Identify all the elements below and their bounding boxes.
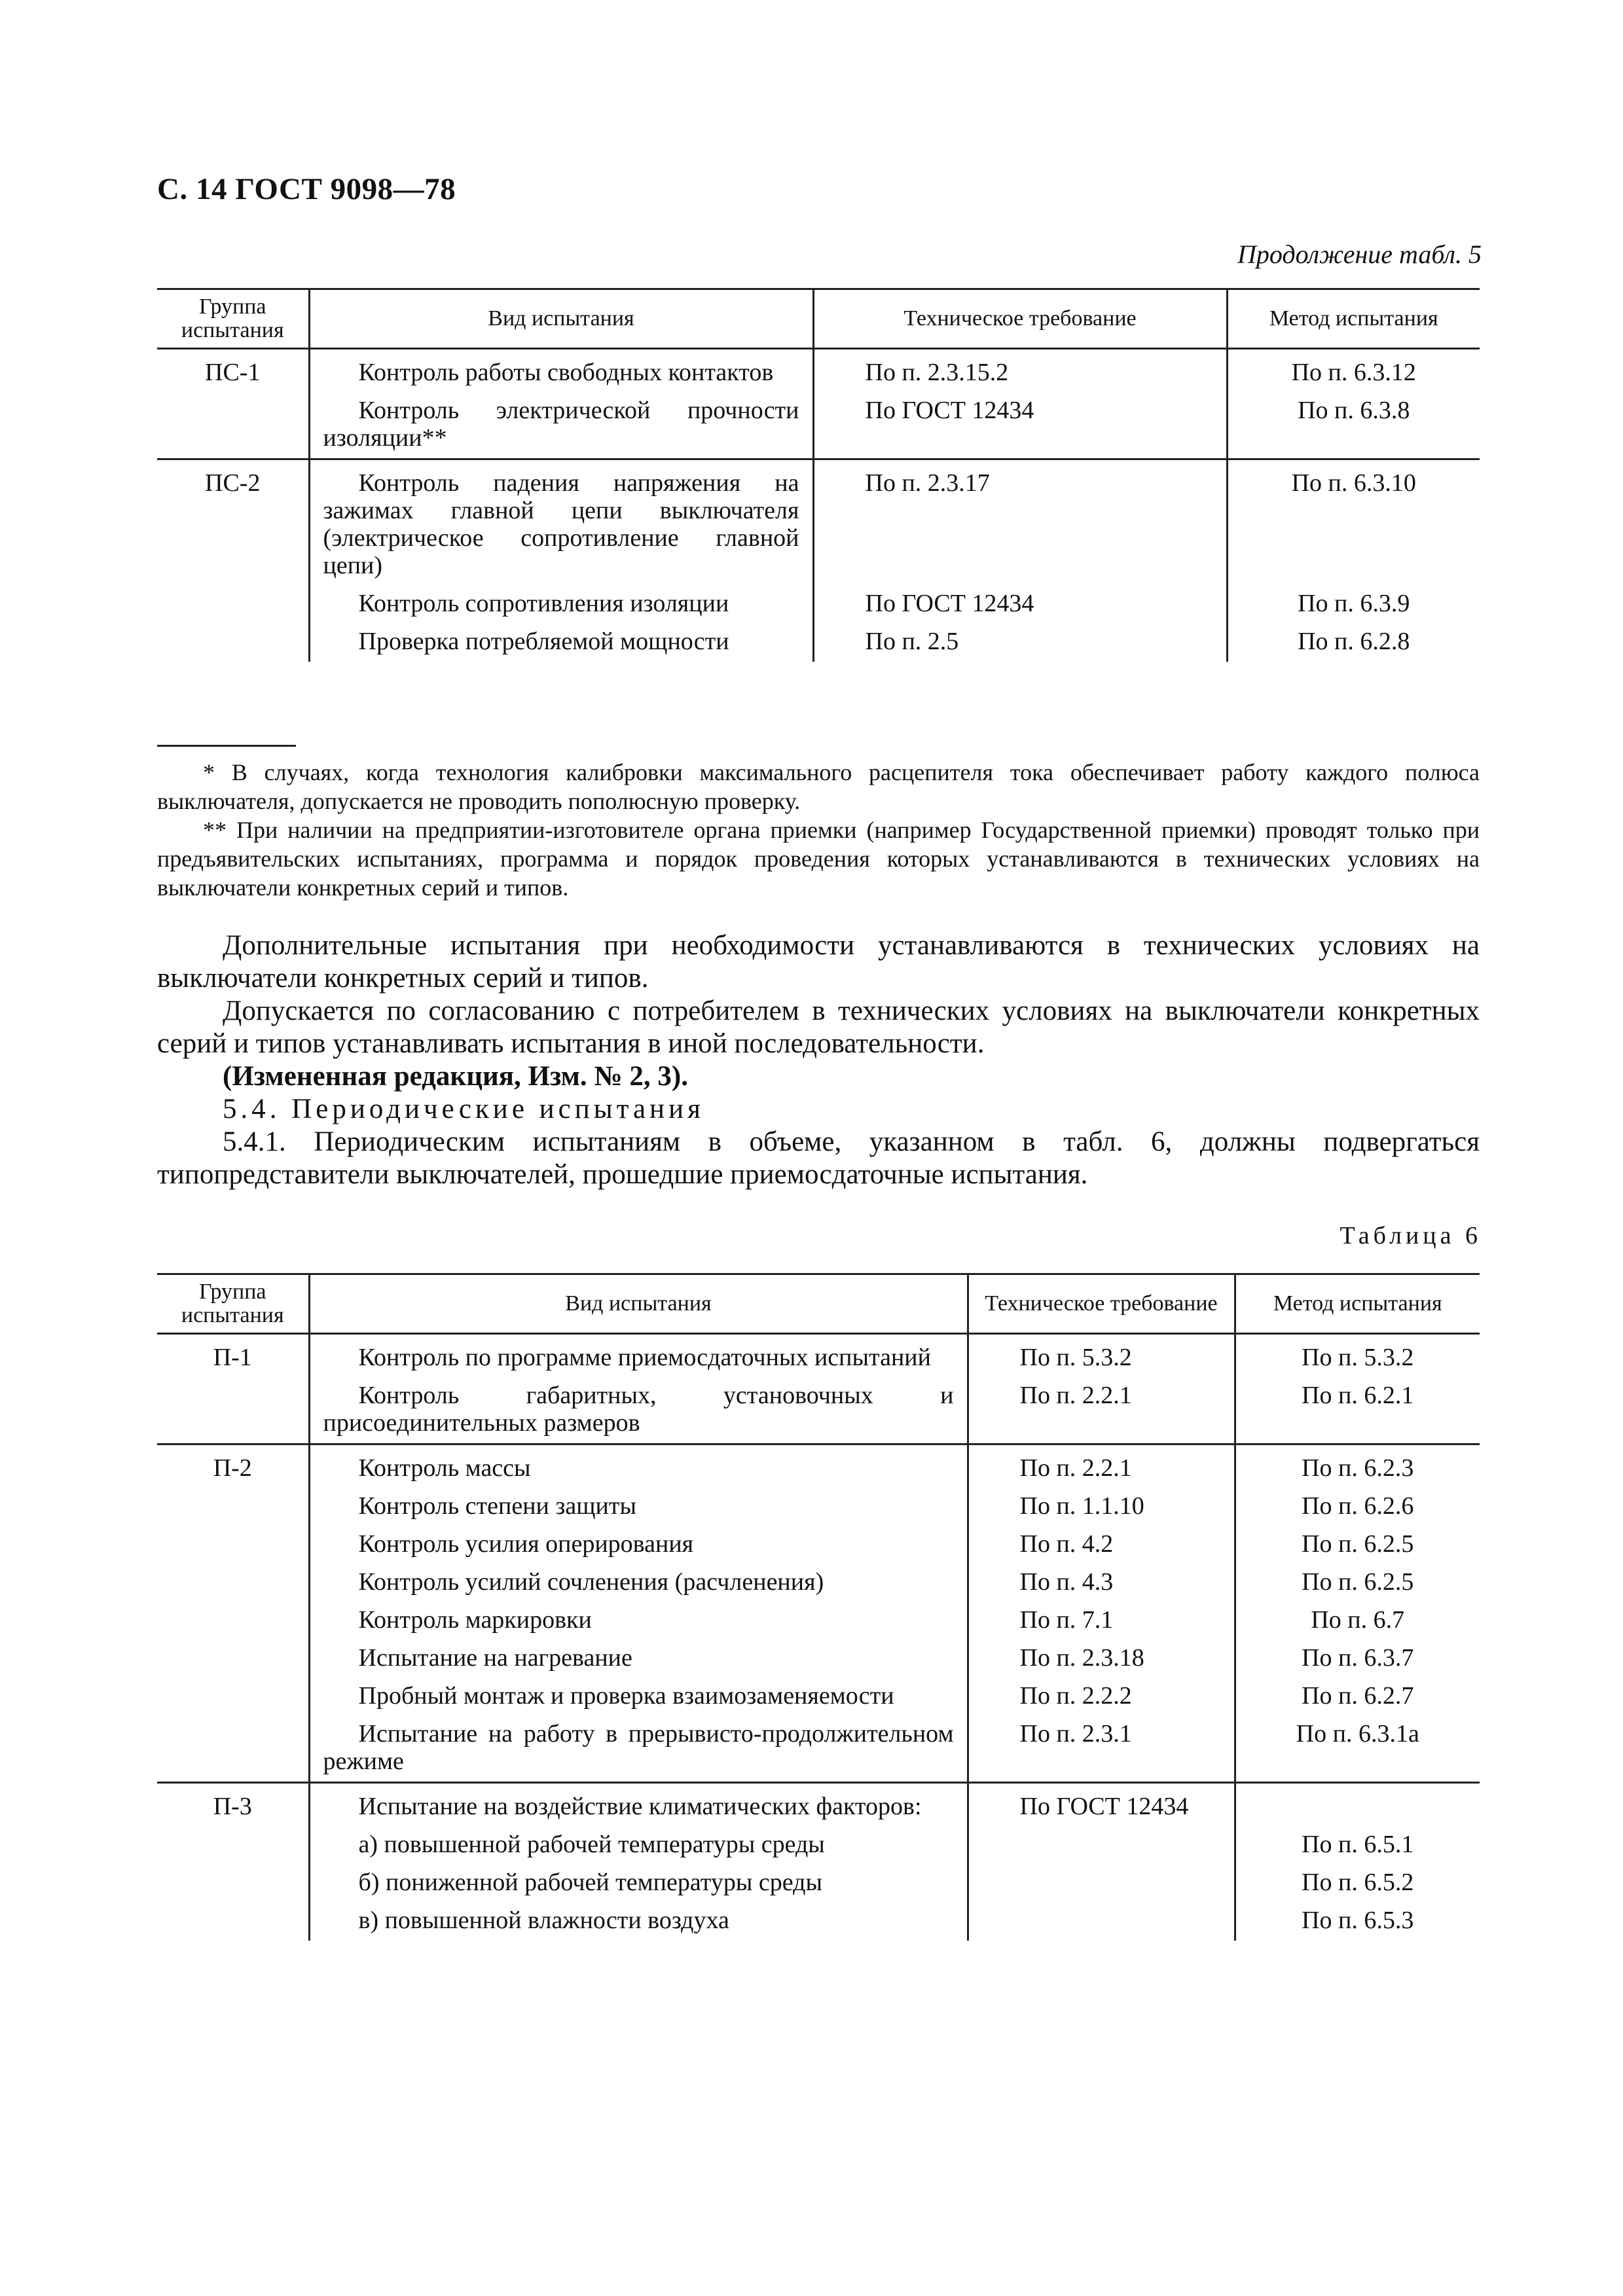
cell-test (309, 1640, 968, 1678)
cell-group (157, 1827, 309, 1865)
cell-test-text: Контроль маркировки (358, 1606, 592, 1634)
table-row (157, 459, 1480, 586)
cell-method: По п. 6.3.7 (1235, 1640, 1480, 1678)
cell-method: По п. 6.5.3 (1235, 1903, 1480, 1941)
cell-method: По п. 6.2.3 (1235, 1444, 1480, 1489)
table-row (157, 1378, 1480, 1444)
cell-test (309, 1602, 968, 1640)
cell-test-text: Контроль массы (358, 1454, 531, 1482)
cell-test (309, 1903, 968, 1941)
cell-method: По п. 6.2.6 (1235, 1488, 1480, 1526)
cell-test-text: Испытание на нагревание (358, 1644, 632, 1672)
cell-group (157, 1526, 309, 1564)
table-row (157, 1488, 1480, 1526)
footnote-separator (157, 745, 296, 747)
cell-requirement: По ГОСТ 12434 (813, 393, 1227, 459)
cell-requirement (968, 1827, 1235, 1865)
table-row (157, 1640, 1480, 1678)
cell-group (157, 1903, 309, 1941)
cell-group: П-1 (157, 1334, 309, 1378)
footnote-1: * В случаях, когда технология калибровки максимального расцепителя тока обеспечивает работу каждого полюса выключателя, допускается не проводить пополюсную проверку. (157, 759, 1480, 814)
cell-group: П-2 (157, 1444, 309, 1489)
cell-method: По п. 6.3.10 (1227, 459, 1480, 586)
cell-test (309, 349, 813, 393)
cell-test (309, 624, 813, 662)
table-row (157, 1903, 1480, 1941)
cell-group: П-3 (157, 1783, 309, 1827)
header-requirement: Техническое требование (968, 1274, 1235, 1334)
cell-test-text: Контроль габаритных, установочных и присоединительных размеров (323, 1382, 954, 1437)
cell-group (157, 1602, 309, 1640)
cell-requirement: По п. 2.3.17 (813, 459, 1227, 586)
cell-method: По п. 6.5.2 (1235, 1865, 1480, 1903)
table6-caption: Таблица 6 (1340, 1222, 1482, 1249)
cell-method: По п. 5.3.2 (1235, 1334, 1480, 1378)
cell-test-text: Контроль по программе приемосдаточных испытаний (358, 1344, 931, 1371)
cell-group (157, 1678, 309, 1716)
cell-requirement: По п. 2.2.1 (968, 1378, 1235, 1444)
cell-group (157, 1378, 309, 1444)
cell-method: По п. 6.3.1а (1235, 1716, 1480, 1783)
table-row (157, 1526, 1480, 1564)
cell-test-text: Контроль усилий сочленения (расчленения) (358, 1568, 824, 1596)
section-title: 5.4. Периодические испытания (223, 1094, 704, 1124)
cell-method: По п. 6.3.12 (1227, 349, 1480, 393)
cell-test (309, 1488, 968, 1526)
footnote-2: ** При наличии на предприятии-изготовителе органа приемки (например Государственной приемки) проводят только при предъявительских испытаниях, программа и порядок проведения которых устанавливаются в технических условиях на выключатели конкретных серий и типов. (157, 817, 1480, 901)
cell-method (1235, 1783, 1480, 1827)
cell-group (157, 1865, 309, 1903)
header-group: Группа испытания (157, 289, 309, 349)
paragraph-periodic-tests: 5.4.1. Периодическим испытаниям в объеме, указанном в табл. 6, должны подвергаться типопредставители выключателей, прошедшие приемосдаточные испытания. (157, 1126, 1480, 1190)
cell-test (309, 1444, 968, 1489)
cell-group (157, 1640, 309, 1678)
table-5 (157, 288, 1480, 662)
paragraph-test-order: Допускается по согласованию с потребителем в технических условиях на выключатели конкретных серий и типов устанавливать испытания в иной последовательности. (157, 996, 1480, 1059)
cell-test (309, 1334, 968, 1378)
cell-test (309, 1783, 968, 1827)
table-row (157, 586, 1480, 624)
header-method: Метод испытания (1235, 1274, 1480, 1334)
cell-test-text: Контроль электрической прочности изоляции** (323, 397, 799, 452)
cell-test (309, 586, 813, 624)
cell-requirement: По п. 2.3.1 (968, 1716, 1235, 1783)
header-test: Вид испытания (309, 1274, 968, 1334)
page-header: С. 14 ГОСТ 9098—78 (157, 172, 456, 206)
table-row (157, 349, 1480, 393)
cell-test-text: б) пониженной рабочей температуры среды (358, 1869, 822, 1896)
cell-method: По п. 6.5.1 (1235, 1827, 1480, 1865)
cell-requirement: По п. 5.3.2 (968, 1334, 1235, 1378)
cell-requirement: По п. 2.5 (813, 624, 1227, 662)
table-header-row (157, 1274, 1480, 1334)
cell-test (309, 1564, 968, 1602)
cell-method: По п. 6.2.1 (1235, 1378, 1480, 1444)
cell-group (157, 1716, 309, 1783)
cell-test-text: Пробный монтаж и проверка взаимозаменяемости (358, 1682, 894, 1710)
body-text (157, 929, 1480, 1191)
amendment-note: (Измененная редакция, Изм. № 2, 3). (223, 1061, 688, 1092)
cell-method: По п. 6.2.7 (1235, 1678, 1480, 1716)
cell-requirement: По п. 7.1 (968, 1602, 1235, 1640)
header-method: Метод испытания (1227, 289, 1480, 349)
cell-test-text: Контроль падения напряжения на зажимах главной цепи выключателя (электрическое сопротивление главной цепи) (323, 469, 799, 579)
cell-method: По п. 6.3.8 (1227, 393, 1480, 459)
cell-test-text: Контроль усилия оперирования (358, 1530, 694, 1558)
cell-requirement: По п. 2.2.2 (968, 1678, 1235, 1716)
cell-test (309, 459, 813, 586)
cell-requirement: По п. 2.3.18 (968, 1640, 1235, 1678)
paragraph-additional-tests: Дополнительные испытания при необходимости устанавливаются в технических условиях на выключатели конкретных серий и типов. (157, 930, 1480, 994)
cell-test-text: в) повышенной влажности воздуха (358, 1907, 729, 1934)
table-row (157, 1334, 1480, 1378)
table-row (157, 1716, 1480, 1783)
cell-test-text: Контроль сопротивления изоляции (358, 590, 729, 617)
table-6 (157, 1273, 1480, 1941)
cell-requirement: По ГОСТ 12434 (813, 586, 1227, 624)
table-row (157, 1602, 1480, 1640)
cell-method: По п. 6.2.8 (1227, 624, 1480, 662)
header-group: Группа испытания (157, 1274, 309, 1334)
table-row (157, 1865, 1480, 1903)
cell-test-text: Проверка потребляемой мощности (358, 628, 729, 655)
table-row (157, 1783, 1480, 1827)
cell-requirement: По п. 4.3 (968, 1564, 1235, 1602)
cell-group (157, 586, 309, 624)
cell-test (309, 1716, 968, 1783)
footnotes (157, 758, 1480, 902)
table-row (157, 393, 1480, 459)
cell-test (309, 1827, 968, 1865)
table-header-row (157, 289, 1480, 349)
header-test: Вид испытания (309, 289, 813, 349)
cell-test (309, 1865, 968, 1903)
cell-requirement: По п. 2.3.15.2 (813, 349, 1227, 393)
cell-test-text: Испытание на работу в прерывисто-продолжительном режиме (323, 1720, 954, 1775)
header-requirement: Техническое требование (813, 289, 1227, 349)
cell-requirement (968, 1865, 1235, 1903)
cell-requirement: По п. 1.1.10 (968, 1488, 1235, 1526)
cell-test (309, 1678, 968, 1716)
table-row (157, 1444, 1480, 1489)
cell-test (309, 393, 813, 459)
cell-method: По п. 6.3.9 (1227, 586, 1480, 624)
cell-test (309, 1526, 968, 1564)
cell-test (309, 1378, 968, 1444)
cell-test-text: а) повышенной рабочей температуры среды (358, 1831, 825, 1858)
cell-group (157, 624, 309, 662)
table-row (157, 1564, 1480, 1602)
cell-method: По п. 6.2.5 (1235, 1526, 1480, 1564)
cell-group (157, 393, 309, 459)
cell-requirement: По п. 2.2.1 (968, 1444, 1235, 1489)
cell-requirement (968, 1903, 1235, 1941)
cell-method: По п. 6.2.5 (1235, 1564, 1480, 1602)
cell-requirement: По п. 4.2 (968, 1526, 1235, 1564)
cell-method: По п. 6.7 (1235, 1602, 1480, 1640)
table5-continuation-label: Продолжение табл. 5 (1237, 240, 1482, 269)
table-row (157, 624, 1480, 662)
cell-group: ПС-2 (157, 459, 309, 586)
cell-group: ПС-1 (157, 349, 309, 393)
cell-test-text: Испытание на воздействие климатических факторов: (358, 1793, 922, 1820)
cell-requirement: По ГОСТ 12434 (968, 1783, 1235, 1827)
cell-group (157, 1564, 309, 1602)
table-row (157, 1827, 1480, 1865)
table-row (157, 1678, 1480, 1716)
cell-test-text: Контроль степени защиты (358, 1492, 636, 1520)
cell-group (157, 1488, 309, 1526)
cell-test-text: Контроль работы свободных контактов (358, 359, 774, 386)
